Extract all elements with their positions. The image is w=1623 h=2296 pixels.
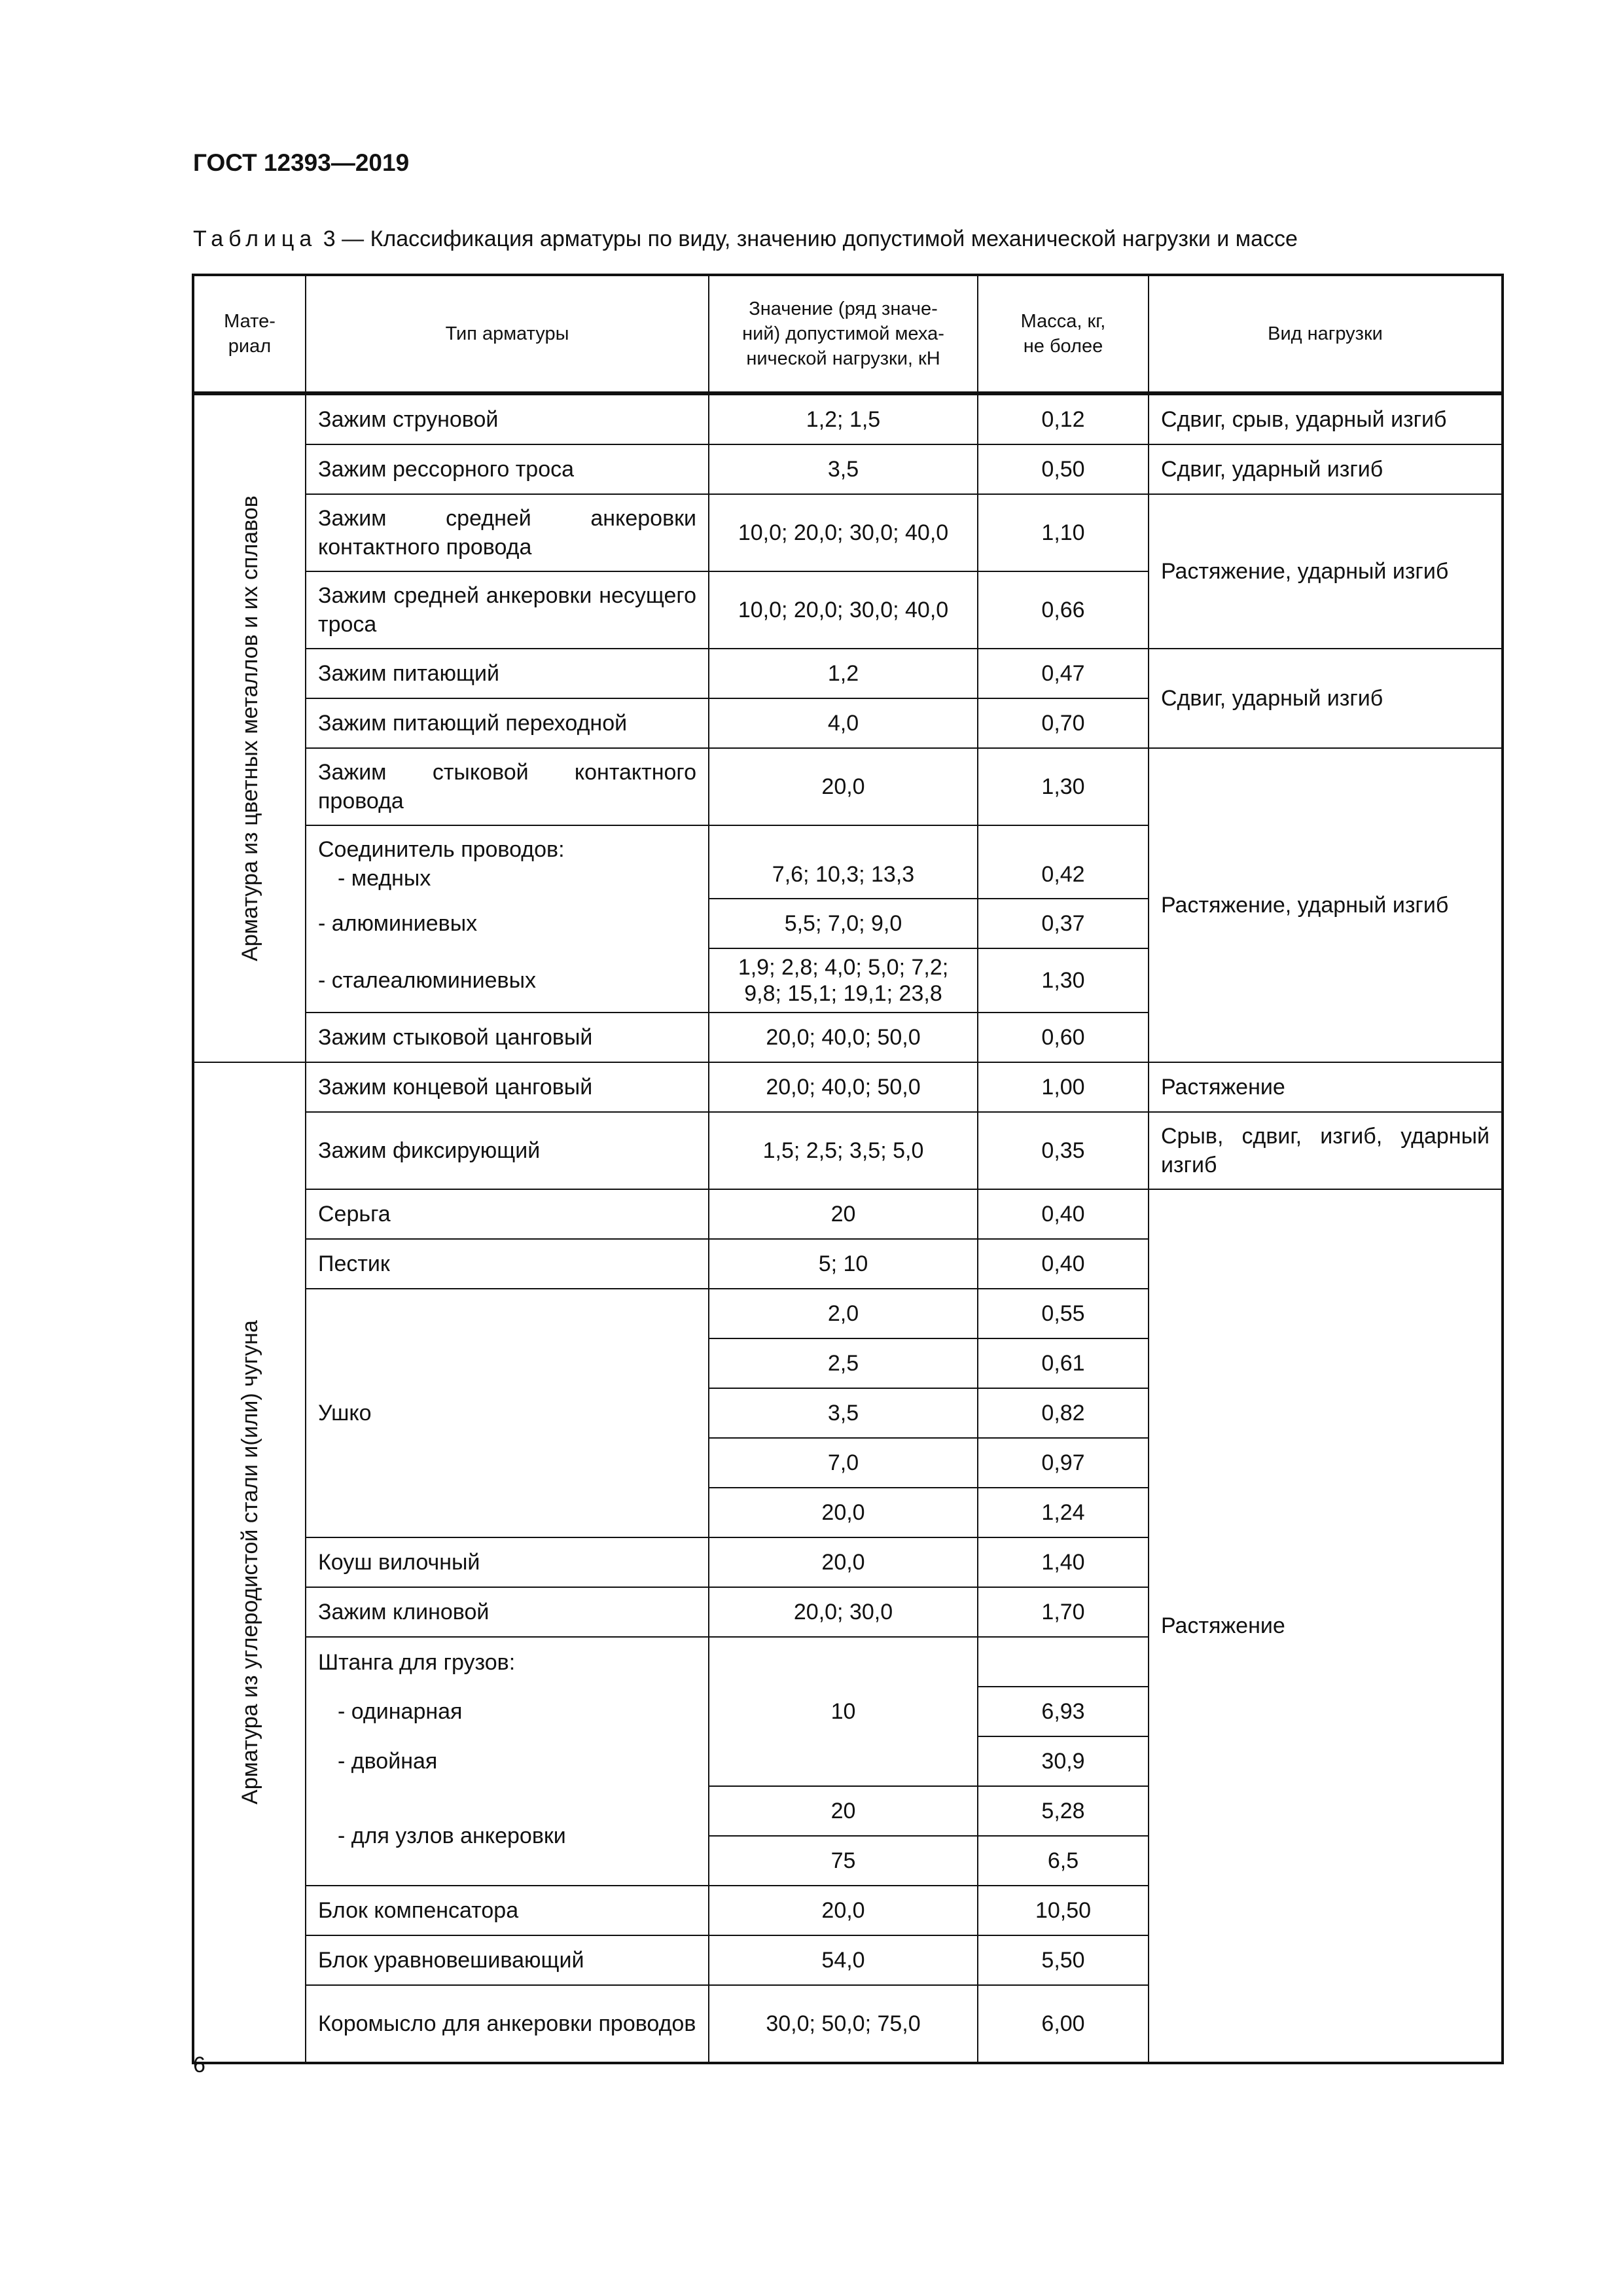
cell-mass: 1,30	[978, 748, 1149, 825]
cell-kind: Срыв, сдвиг, изгиб, ударный изгиб	[1149, 1112, 1503, 1189]
table-caption	[193, 226, 1298, 252]
cell-type: Зажим концевой цанговый	[306, 1062, 709, 1112]
cell-load: 5,5; 7,0; 9,0	[709, 899, 978, 948]
cell-mass: 0,60	[978, 1013, 1149, 1062]
cell-load: 7,6; 10,3; 13,3	[709, 825, 978, 899]
cell-mass: 0,35	[978, 1112, 1149, 1189]
header-load: Значение (ряд значе- ний) допустимой меха- нической нагрузки, кН	[709, 275, 978, 393]
cell-type: - для узлов анкеровки	[306, 1786, 709, 1886]
cell-load: 30,0; 50,0; 75,0	[709, 1985, 978, 2063]
cell-type: Зажим питающий переходной	[306, 698, 709, 748]
cell-type: Зажим средней анкеровки контактного провода	[306, 494, 709, 571]
header-mass: Масса, кг, не более	[978, 275, 1149, 393]
table-row	[193, 444, 1503, 494]
header-material: Мате- риал	[193, 275, 306, 393]
cell-mass: 0,37	[978, 899, 1149, 948]
cell-load: 1,9; 2,8; 4,0; 5,0; 7,2; 9,8; 15,1; 19,1; 23,8	[709, 948, 978, 1013]
cell-mass: 5,28	[978, 1786, 1149, 1836]
cell-mass: 6,93	[978, 1687, 1149, 1736]
cell-type: Штанга для грузов:	[306, 1637, 709, 1687]
cell-type: Зажим струновой	[306, 393, 709, 444]
cell-mass: 6,00	[978, 1985, 1149, 2063]
cell-load: 2,5	[709, 1338, 978, 1388]
cell-load: 1,2; 1,5	[709, 393, 978, 444]
cell-kind: Сдвиг, ударный изгиб	[1149, 649, 1503, 748]
cell-type: Зажим клиновой	[306, 1587, 709, 1637]
header-kind: Вид нагрузки	[1149, 275, 1503, 393]
table-row	[193, 748, 1503, 825]
cell-type: Пестик	[306, 1239, 709, 1289]
table-row	[193, 393, 1503, 444]
table-row	[193, 1189, 1503, 1239]
cell-kind: Сдвиг, ударный изгиб	[1149, 444, 1503, 494]
cell-load: 75	[709, 1836, 978, 1886]
cell-load: 54,0	[709, 1935, 978, 1985]
armature-table	[192, 274, 1504, 2064]
material-group-1: Арматура из цветных металлов и их сплавов	[193, 393, 306, 1062]
cell-load: 20,0	[709, 1537, 978, 1587]
table-row	[193, 649, 1503, 698]
cell-type: Зажим рессорного троса	[306, 444, 709, 494]
cell-type: - сталеалюминиевых	[306, 948, 709, 1013]
cell-type: Коуш вилочный	[306, 1537, 709, 1587]
cell-type: Ушко	[306, 1289, 709, 1537]
cell-load: 1,2	[709, 649, 978, 698]
cell-type-group	[306, 825, 709, 899]
caption-label: Таблица	[193, 226, 317, 251]
cell-kind: Растяжение, ударный изгиб	[1149, 748, 1503, 1062]
header-type: Тип арматуры	[306, 275, 709, 393]
cell-load: 2,0	[709, 1289, 978, 1338]
table-row	[193, 494, 1503, 571]
page-number: 6	[193, 2053, 205, 2077]
connector-copper: - медных	[338, 866, 431, 891]
connector-title: Соединитель проводов:	[318, 837, 565, 862]
cell-mass: 0,47	[978, 649, 1149, 698]
cell-type: - двойная	[306, 1736, 709, 1786]
cell-load: 20,0	[709, 1886, 978, 1935]
cell-mass: 1,24	[978, 1488, 1149, 1537]
cell-load: 20,0; 40,0; 50,0	[709, 1062, 978, 1112]
cell-type: Серьга	[306, 1189, 709, 1239]
cell-mass: 1,00	[978, 1062, 1149, 1112]
cell-load: 3,5	[709, 1388, 978, 1438]
cell-load: 4,0	[709, 698, 978, 748]
cell-kind: Растяжение, ударный изгиб	[1149, 494, 1503, 649]
cell-mass: 1,70	[978, 1587, 1149, 1637]
cell-mass: 0,82	[978, 1388, 1149, 1438]
cell-load: 3,5	[709, 444, 978, 494]
table-row	[193, 1112, 1503, 1189]
document-code: ГОСТ 12393—2019	[193, 149, 410, 176]
cell-mass: 1,10	[978, 494, 1149, 571]
cell-mass: 0,42	[978, 825, 1149, 899]
header-row	[193, 275, 1503, 393]
caption-text: 3 — Классификация арматуры по виду, значению допустимой механической нагрузки и массе	[323, 226, 1298, 251]
cell-mass: 10,50	[978, 1886, 1149, 1935]
cell-type: Зажим питающий	[306, 649, 709, 698]
cell-mass: 6,5	[978, 1836, 1149, 1886]
cell-type: - алюминиевых	[306, 899, 709, 948]
cell-type: Коромысло для анкеровки проводов	[306, 1985, 709, 2063]
cell-mass: 1,40	[978, 1537, 1149, 1587]
cell-load: 20,0	[709, 748, 978, 825]
cell-type: Зажим фиксирующий	[306, 1112, 709, 1189]
cell-load: 20	[709, 1786, 978, 1836]
cell-mass: 0,70	[978, 698, 1149, 748]
cell-type: - одинарная	[306, 1687, 709, 1736]
cell-mass: 0,40	[978, 1189, 1149, 1239]
cell-kind: Растяжение	[1149, 1189, 1503, 2063]
cell-mass: 1,30	[978, 948, 1149, 1013]
cell-load: 20,0; 30,0	[709, 1587, 978, 1637]
cell-mass: 0,97	[978, 1438, 1149, 1488]
cell-mass: 0,40	[978, 1239, 1149, 1289]
cell-load: 20,0	[709, 1488, 978, 1537]
cell-load: 10,0; 20,0; 30,0; 40,0	[709, 494, 978, 571]
material-group-2: Арматура из углеродистой стали и(или) чугуна	[193, 1062, 306, 2063]
cell-mass: 0,66	[978, 571, 1149, 649]
cell-kind: Растяжение	[1149, 1062, 1503, 1112]
cell-mass: 0,12	[978, 393, 1149, 444]
cell-load: 10	[709, 1637, 978, 1786]
cell-load: 20	[709, 1189, 978, 1239]
cell-kind: Сдвиг, срыв, ударный изгиб	[1149, 393, 1503, 444]
cell-type: Блок компенсатора	[306, 1886, 709, 1935]
cell-load: 20,0; 40,0; 50,0	[709, 1013, 978, 1062]
cell-mass: 5,50	[978, 1935, 1149, 1985]
cell-load: 5; 10	[709, 1239, 978, 1289]
cell-load: 7,0	[709, 1438, 978, 1488]
cell-type: Зажим стыковой цанговый	[306, 1013, 709, 1062]
cell-mass: 0,50	[978, 444, 1149, 494]
cell-type: Зажим средней анкеровки несущего троса	[306, 571, 709, 649]
cell-type: Блок уравновешивающий	[306, 1935, 709, 1985]
cell-mass-empty	[978, 1637, 1149, 1687]
cell-load: 1,5; 2,5; 3,5; 5,0	[709, 1112, 978, 1189]
cell-mass: 30,9	[978, 1736, 1149, 1786]
cell-type: Зажим стыковой контактного провода	[306, 748, 709, 825]
table-row	[193, 1062, 1503, 1112]
cell-mass: 0,61	[978, 1338, 1149, 1388]
cell-mass: 0,55	[978, 1289, 1149, 1338]
cell-load: 10,0; 20,0; 30,0; 40,0	[709, 571, 978, 649]
